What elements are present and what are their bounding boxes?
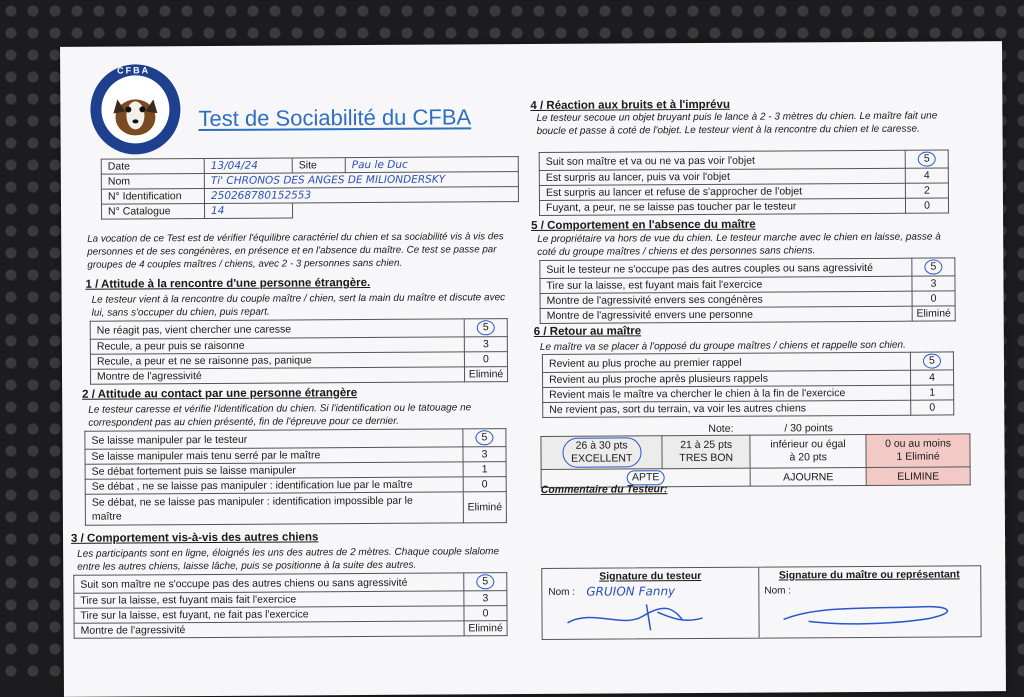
section-6-title: 6 / Retour au maître	[533, 325, 642, 338]
score-cell[interactable]: 0	[911, 400, 954, 415]
score-cell[interactable]: 3	[464, 337, 507, 352]
option-label: Tire sur la laisse, est fuyant mais fait l'exercice	[74, 591, 464, 608]
cfba-logo	[90, 64, 181, 155]
option-label: Tire sur la laisse, est fuyant mais fait l'exercice	[540, 276, 912, 293]
band-ajourne[interactable]	[750, 434, 866, 468]
option-label: Suit son maître et va ou ne va pas voir l'objet	[539, 150, 905, 170]
section-4-title: 4 / Réaction aux bruits et à l'imprévu	[530, 98, 731, 113]
score-cell[interactable]: 3	[912, 276, 955, 291]
tester-signature-area[interactable]	[542, 568, 759, 639]
date-label: Date	[101, 159, 204, 175]
band-line2: à 20 pts	[789, 451, 827, 464]
option-label: Recule, a peur puis se raisonne	[90, 337, 464, 354]
band-excellent[interactable]	[541, 436, 663, 470]
section-2-table	[84, 428, 507, 526]
signature-box	[541, 565, 981, 640]
ident-field[interactable]: 250268780152553	[204, 187, 518, 204]
band-line2: EXCELLENT	[571, 452, 633, 465]
owner-signature-scribble	[778, 598, 968, 629]
section-6-desc: Le maître va se placer à l'opposé du groupe maîtres / chiens et rappelle son chien.	[539, 339, 906, 353]
score-cell[interactable]: 3	[464, 591, 507, 606]
section-2-desc: Le testeur caresse et vérifie l'identification du chien. Si l'identification ou le tatouage ne correspondent pas au chien présenté, fin de l'épreuve pour ce dernier.	[88, 402, 472, 429]
section-1-title: 1 / Attitude à la rencontre d'une personne étrangère.	[85, 276, 371, 291]
section-5-title: 5 / Comportement en l'absence du maître	[531, 218, 756, 233]
score-cell[interactable]	[912, 258, 955, 276]
selected-score-circle: 5	[923, 354, 941, 369]
score-cell[interactable]: Eliminé	[912, 306, 955, 321]
section-3-desc: Les participants sont en ligne, éloignés les uns des autres de 2 mètres. Chaque couple slalome entre les autres chiens, laisse lâche, puis se positionne à la suite des autres.	[77, 546, 500, 573]
score-cell[interactable]	[464, 319, 507, 337]
result-elimine[interactable]: ELIMINE	[866, 467, 970, 486]
option-label-line1: Se débat, ne se laisse pas manipuler : identification impossible par le	[91, 494, 413, 509]
option-label: Ne réagit pas, vient chercher une caresse	[90, 319, 464, 339]
option-label: Revient au plus proche au premier rappel	[542, 352, 910, 372]
band-line1: inférieur ou égal	[770, 438, 846, 451]
score-cell[interactable]: 3	[463, 447, 506, 462]
option-label: Montre de l'agressivité envers ses congénères	[540, 291, 912, 308]
section-1-desc: Le testeur vient à la rencontre du couple maître / chien, sert la main du maître et discute avec lui, sans s'occuper du chien, puis repart.	[91, 292, 506, 319]
option-label: Revient mais le maître va chercher le chien à la fin de l'exercice	[543, 385, 911, 402]
option-label: Suit le testeur ne s'occupe pas des autres couples ou sans agressivité	[540, 258, 912, 278]
points-label: / 30 points	[784, 422, 833, 435]
score-cell[interactable]: 0	[912, 291, 955, 306]
intro-text: La vocation de ce Test est de vérifier l'équilibre caractériel du chien et sa sociabilité vis à vis des personnes et de ses congénères, en présence et en l'absence du maître. Ce test se passe par groupes de 4 couples maîtres / chiens, avec 2 - 3 personnes sans chien.	[87, 231, 504, 271]
option-label: Est surpris au lancer, puis va voir l'objet	[539, 168, 905, 185]
score-cell[interactable]: Eliminé	[463, 492, 506, 523]
table-row	[90, 367, 507, 385]
selected-score-circle: 5	[477, 320, 495, 335]
site-field[interactable]: Pau le Duc	[345, 157, 518, 173]
score-cell[interactable]: 4	[911, 370, 954, 385]
band-tres-bon[interactable]	[662, 435, 750, 469]
band-line2: TRES BON	[679, 451, 734, 465]
result-apte: APTE	[627, 470, 665, 485]
tester-nom-value: GRUION Fanny	[586, 584, 676, 599]
section-4-desc: Le testeur secoue un objet bruyant puis le lance à 2 - 3 mètres du chien. Le maître fait une boucle et passe à coté de l'objet. Le testeur vient à la rencontre du chien et le caresse.	[536, 110, 938, 137]
table-row	[74, 621, 507, 639]
option-label: Se laisse manipuler mais tenu serré par le maître	[85, 447, 463, 464]
table-row	[540, 306, 955, 324]
table-row	[85, 492, 506, 526]
score-cell[interactable]: 0	[463, 477, 506, 492]
score-cell[interactable]: 1	[911, 385, 954, 400]
section-3-title: 3 / Comportement vis-à-vis des autres chiens	[70, 531, 319, 545]
section-2-title: 2 / Attitude au contact par une personne étrangère	[82, 387, 358, 401]
option-label: Se laisse manipuler par le testeur	[85, 429, 463, 449]
site-label: Site	[292, 158, 345, 173]
band-line2: 1 Eliminé	[896, 450, 940, 463]
band-line1: 0 ou au moins	[885, 437, 952, 450]
section-3-table	[73, 572, 507, 639]
catalogue-field[interactable]: 14	[204, 203, 292, 219]
option-label: Montre de l'agressivité envers une personne	[540, 306, 912, 323]
section-1-table	[90, 318, 508, 385]
score-cell[interactable]	[463, 429, 506, 447]
option-label: Montre de l'agressivité	[90, 367, 464, 384]
nom-field[interactable]: Ti' CHRONOS DES ANGES DE MILIONDERSKY	[204, 172, 518, 189]
option-label: Est surpris au lancer et refuse de s'approcher de l'objet	[539, 183, 905, 200]
result-ajourne[interactable]: AJOURNE	[750, 467, 866, 486]
score-cell[interactable]: 0	[464, 606, 507, 621]
score-cell[interactable]: 2	[905, 183, 948, 198]
option-label: Recule, a peur et ne se raisonne pas, panique	[90, 352, 464, 369]
section-6-table	[542, 351, 954, 418]
band-line1: 21 à 25 pts	[680, 438, 733, 452]
score-cell[interactable]	[464, 573, 507, 591]
logo-text: CFBA	[117, 65, 151, 76]
ident-label: N° Identification	[101, 189, 204, 205]
selected-score-circle: 5	[924, 259, 942, 274]
option-label: Revient au plus proche après plusieurs rappels	[543, 370, 911, 387]
score-cell[interactable]: 0	[905, 198, 948, 213]
table-row	[539, 198, 948, 215]
owner-signature-area[interactable]	[758, 566, 980, 637]
option-label: Ne revient pas, sort du terrain, va voir les autres chiens	[543, 400, 911, 417]
comment-label: Commentaire du Testeur:	[540, 483, 668, 496]
section-5-desc: Le propriétaire va hors de vue du chien. Le testeur marche avec le chien en laisse, passe à coté du groupe maîtres / chiens et des personnes sans chiens.	[537, 231, 941, 258]
scoring-table	[540, 433, 970, 488]
option-label: Montre de l'agressivité	[74, 621, 464, 638]
option-label: Fuyant, a peur, ne se laisse pas toucher par le testeur	[539, 198, 905, 215]
option-label	[85, 492, 463, 525]
nom-label: Nom	[101, 174, 204, 190]
score-cell[interactable]: 0	[464, 352, 507, 367]
info-table	[101, 156, 519, 220]
tester-signature-scribble	[562, 598, 712, 635]
option-label: Tire sur la laisse, est fuyant, ne fait pas l'exercice	[74, 606, 464, 623]
selected-score-circle: 5	[476, 574, 494, 589]
score-cell[interactable]: Eliminé	[464, 621, 507, 636]
score-cell[interactable]	[905, 150, 948, 168]
score-cell[interactable]: 1	[463, 462, 506, 477]
option-label-line2: maître	[91, 510, 122, 523]
tester-nom-label: Nom :	[548, 586, 576, 598]
selected-score-circle: 5	[475, 430, 493, 445]
selected-score-circle: 5	[918, 152, 936, 167]
option-label: Se débat , ne se laisse pas manipuler : identification lue par le maître	[85, 477, 463, 494]
band-elimine[interactable]	[866, 434, 970, 468]
table-row	[543, 400, 954, 418]
tester-signature-header: Signature du testeur	[599, 569, 702, 583]
option-label: Se débat fortement puis se laisse manipuler	[85, 462, 463, 479]
score-cell[interactable]	[910, 352, 953, 370]
catalogue-label: N° Catalogue	[101, 204, 204, 220]
comment-area[interactable]	[541, 497, 971, 560]
note-label: Note:	[708, 422, 734, 435]
option-label: Suit son maître ne s'occupe pas des autres chiens ou sans agressivité	[74, 573, 464, 593]
date-field[interactable]: 13/04/24	[204, 158, 292, 174]
score-cell[interactable]: Eliminé	[464, 367, 507, 382]
owner-nom-label: Nom :	[764, 585, 792, 597]
owner-signature-header: Signature du maître ou représentant	[778, 568, 960, 582]
test-sheet	[60, 41, 1006, 697]
score-cell[interactable]: 4	[905, 168, 948, 183]
section-5-table	[539, 257, 955, 324]
section-4-table	[539, 149, 949, 216]
band-line1: 26 à 30 pts	[575, 439, 628, 452]
page-title: Test de Sociabilité du CFBA	[198, 104, 472, 132]
